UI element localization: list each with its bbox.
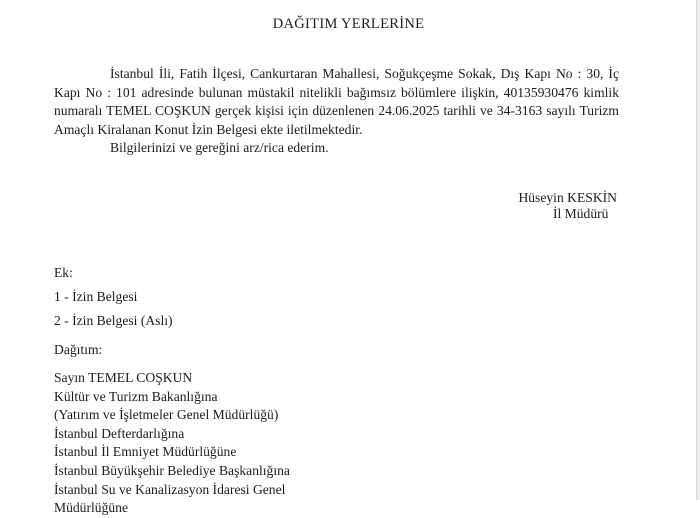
distribution-item: İstanbul İl Emniyet Müdürlüğüne — [54, 444, 237, 460]
distribution-item: Müdürlüğüne — [54, 500, 129, 516]
distribution-list — [54, 369, 290, 518]
body-paragraph-text: İstanbul İli, Fatih İlçesi, Cankurtaran Mahallesi, Soğukçeşme Sokak, Dış Kapı No : 30, İç Kapı No : 101 adresinde bulunan müstakil nitelikli bağımsız bölümlere ilişkin, 40135930476 kimlik numaralı TEMEL COŞKUN gerçek kişisi için düzenlenen 24.06.2025 tarihli ve 34-3163 sayılı Turizm Amaçlı Kiralanan Konut İzin Belgesi ekte iletilmektedir. — [54, 66, 619, 137]
closing-line: Bilgilerinizi ve gereğini arz/rica ederim. — [110, 140, 329, 155]
distribution-item: İstanbul Defterdarlığına — [54, 425, 185, 441]
page-edge-divider — [696, 0, 700, 500]
attachments-block — [54, 264, 173, 336]
distribution-item: İstanbul Büyükşehir Belediye Başkanlığına — [54, 462, 290, 478]
distribution-item: İstanbul Su ve Kanalizasyon İdaresi Genel — [54, 481, 286, 497]
distribution-item: (Yatırım ve İşletmeler Genel Müdürlüğü) — [54, 407, 279, 423]
attachment-item: 1 - İzin Belgesi — [54, 289, 138, 304]
signatory-role: İl Müdürü — [552, 206, 609, 221]
signature-block — [518, 190, 617, 222]
signatory-name: Hüseyin KESKİN — [518, 190, 617, 205]
distribution-item: Sayın TEMEL COŞKUN — [54, 370, 193, 385]
body-paragraph — [54, 65, 619, 139]
document-title: DAĞITIM YERLERİNE — [272, 16, 425, 32]
attachment-item: 2 - İzin Belgesi (Aslı) — [54, 313, 173, 328]
distribution-item: Kültür ve Turizm Bakanlığına — [54, 388, 218, 404]
attachments-label: Ek: — [54, 265, 73, 280]
distribution-label: Dağıtım: — [54, 342, 103, 357]
